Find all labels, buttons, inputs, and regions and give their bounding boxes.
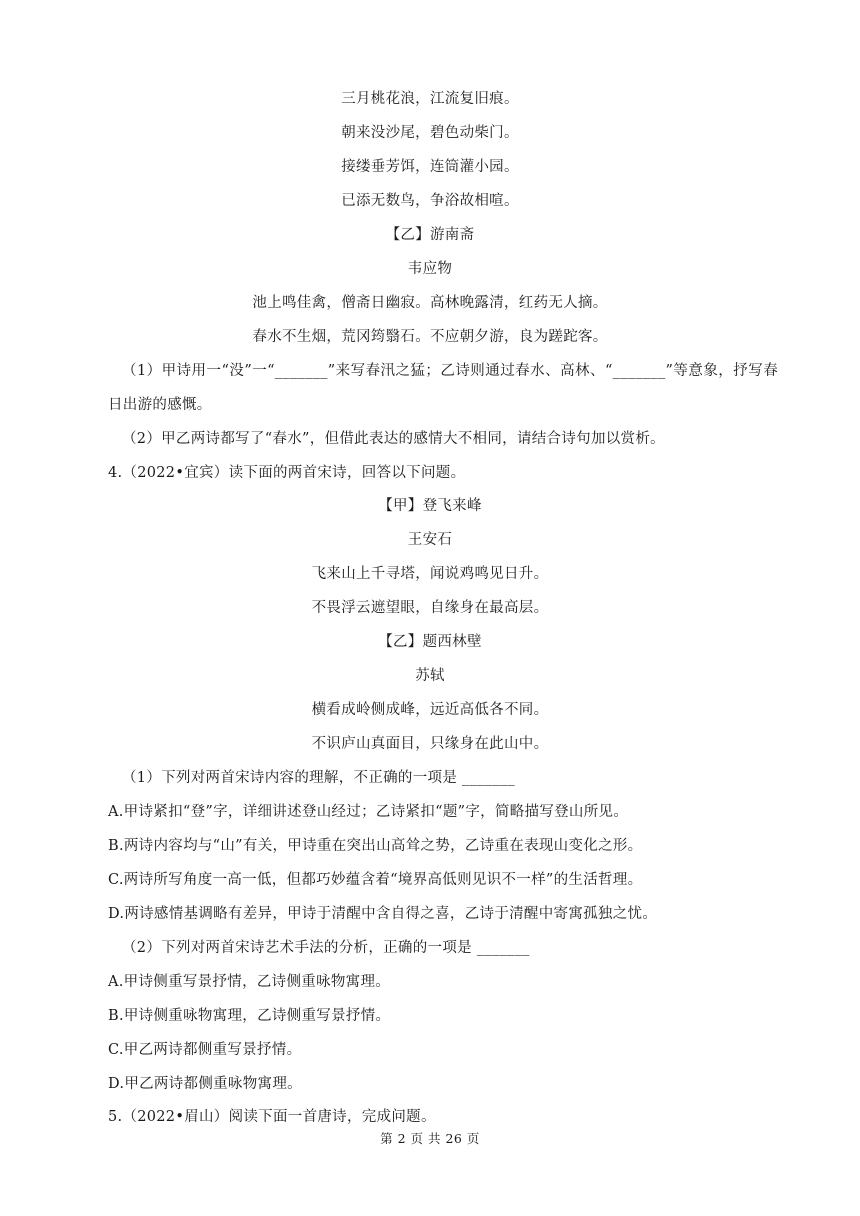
poem-a-line-1: 三月桃花浪，江流复旧痕。 — [341, 91, 519, 107]
poem-4b-author: 苏轼 — [415, 668, 445, 684]
question-4-2-option-a: A.甲诗侧重写景抒情，乙诗侧重咏物寓理。 — [108, 974, 391, 990]
poem-b-line-2: 春水不生烟，荒冈筠翳石。不应朝夕游，良为蹉跎客。 — [252, 329, 608, 345]
poem-a-line-4: 已添无数鸟，争浴故相喧。 — [341, 193, 519, 209]
question-4-title: 4.（2022•宜宾）读下面的两首宋诗，回答以下问题。 — [108, 465, 466, 481]
question-4-2-option-b: B.甲诗侧重咏物寓理，乙诗侧重写景抒情。 — [108, 1008, 391, 1024]
question-4-1-option-c: C.两诗所写角度一高一低，但都巧妙蕴含着“境界高低则见识不一样”的生活哲理。 — [108, 872, 643, 888]
question-3-1: （1）甲诗用一“没”一“_______”来写春汛之猛；乙诗则通过春水、高林、“_______”等意象，抒写春日出游的感慨。 — [108, 363, 778, 413]
question-4-1-option-d: D.两诗感情基调略有差异，甲诗于清醒中含自得之喜，乙诗于清醒中寄寓孤独之忧。 — [108, 906, 658, 922]
poem-4b-line-2: 不识庐山真面目，只缘身在此山中。 — [311, 736, 549, 752]
poem-4b-line-1: 横看成岭侧成峰，远近高低各不同。 — [311, 702, 549, 718]
question-4-2: （2）下列对两首宋诗艺术手法的分析，正确的一项是 _______ — [122, 940, 530, 956]
poem-b-line-1: 池上鸣佳禽，僧斋日幽寂。高林晚露清，红药无人摘。 — [252, 295, 608, 311]
question-5-title: 5.（2022•眉山）阅读下面一首唐诗，完成问题。 — [108, 1109, 436, 1125]
question-4-1-option-a: A.甲诗紧扣“登”字，详细讲述登山经过；乙诗紧扣“题”字，简略描写登山所见。 — [108, 804, 629, 820]
poem-4a-title: 【甲】登飞来峰 — [378, 498, 482, 514]
poem-4a-author: 王安石 — [407, 532, 453, 548]
poem-b-title: 【乙】游南斋 — [385, 227, 475, 243]
poem-a-line-2: 朝来没沙尾，碧色动柴门。 — [341, 125, 519, 141]
poem-4a-line-1: 飞来山上千寻塔，闻说鸡鸣见日升。 — [311, 566, 549, 582]
question-4-1: （1）下列对两首宋诗内容的理解，不正确的一项是 _______ — [122, 770, 515, 786]
poem-4a-line-2: 不畏浮云遮望眼，自缘身在最高层。 — [311, 600, 549, 616]
question-3-2: （2）甲乙两诗都写了“春水”，但借此表达的感情大不相同，请结合诗句加以赏析。 — [122, 431, 665, 447]
question-4-1-option-b: B.两诗内容均与“山”有关，甲诗重在突出山高耸之势，乙诗重在表现山变化之形。 — [108, 838, 643, 854]
question-4-2-option-c: C.甲乙两诗都侧重写景抒情。 — [108, 1042, 302, 1058]
poem-b-author: 韦应物 — [407, 261, 453, 277]
poem-4b-title: 【乙】题西林壁 — [378, 634, 482, 650]
question-4-2-option-d: D.甲乙两诗都侧重咏物寓理。 — [108, 1076, 302, 1092]
poem-a-line-3: 接缕垂芳饵，连筒灌小园。 — [341, 159, 519, 175]
page-number: 第 2 页 共 26 页 — [380, 1131, 480, 1146]
